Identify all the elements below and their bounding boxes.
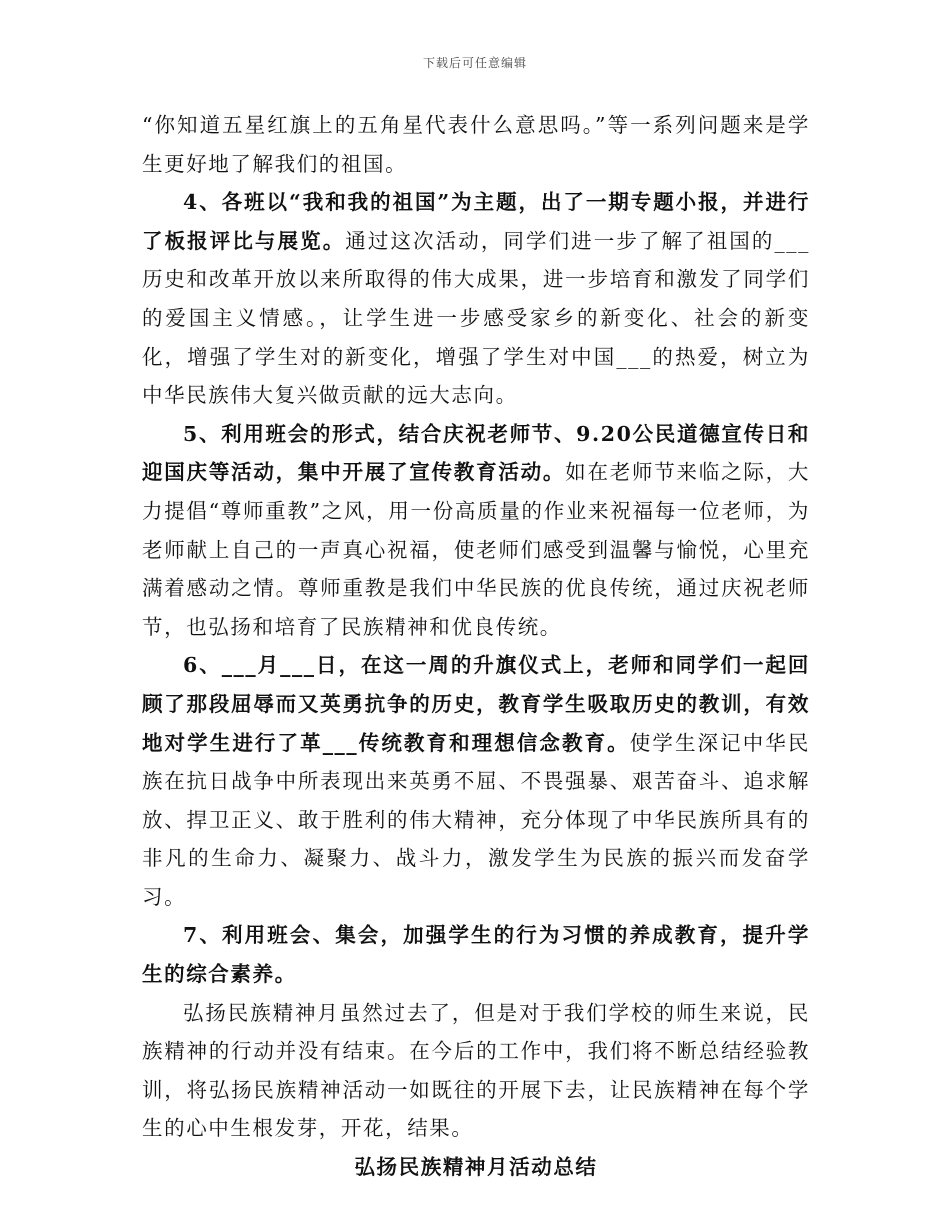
paragraph-heading: 6、___月___日，在这一周的升旗仪式上，老师和同学们一起回顾了那段屈辱而又英勇抗争的历史，教育学生吸取历史的教训，有效地对学生进行了革___传统教育和理想信念教育。 xyxy=(142,653,810,755)
paragraph-item-6 xyxy=(142,646,810,916)
paragraph-text: 使学生深记中华民族在抗日战争中所表现出来英勇不屈、不畏强暴、艰苦奋斗、追求解放、捍卫正义、敢于胜利的伟大精神，充分体现了中华民族所具有的非凡的生命力、凝聚力、战斗力，激发学生为民族的振兴而发奋学习。 xyxy=(142,730,810,909)
document-body xyxy=(142,106,810,1187)
paragraph-heading: 7、利用班会、集会，加强学生的行为习惯的养成教育，提升学生的综合素养。 xyxy=(142,923,810,987)
paragraph-conclusion xyxy=(142,994,810,1148)
paragraph-item-7 xyxy=(142,916,810,993)
paragraph-item-4 xyxy=(142,183,810,415)
paragraph-text: 通过这次活动，同学们进一步了解了祖国的___历史和改革开放以来所取得的伟大成果，进一步培育和激发了同学们的爱国主义情感。，让学生进一步感受家乡的新变化、社会的新变化，增强了学生对的新变化，增强了学生对中国___的热爱，树立为中华民族伟大复兴做贡献的远大志向。 xyxy=(142,228,811,408)
paragraph-heading: 5、利用班会的形式，结合庆祝老师节、9.20公民道德宣传日和迎国庆等活动，集中开展了宣传教育活动。 xyxy=(142,421,810,485)
section-title: 弘扬民族精神月活动总结 xyxy=(354,1155,598,1180)
paragraph-text: 弘扬民族精神月虽然过去了，但是对于我们学校的师生来说，民族精神的行动并没有结束。在今后的工作中，我们将不断总结经验教训，将弘扬民族精神活动一如既往的开展下去，让民族精神在每个学生的心中生根发芽，开花，结果。 xyxy=(142,1000,810,1141)
paragraph-text: 如在老师节来临之际，大力提倡“尊师重教”之风，用一份高质量的作业来祝福每一位老师，为老师献上自己的一声真心祝福，使老师们感受到温馨与愉悦，心里充满着感动之情。尊师重教是我们中华民族的优良传统，通过庆祝老师节，也弘扬和培育了民族精神和优良传统。 xyxy=(142,460,810,639)
paragraph-item-5 xyxy=(142,415,810,647)
page-header: 下载后可任意编辑 xyxy=(422,56,527,70)
paragraph-heading: 4、各班以“我和我的祖国”为主题，出了一期专题小报，并进行了板报评比与展览。 xyxy=(142,190,810,253)
paragraph-text: “你知道五星红旗上的五角星代表什么意思吗。”等一系列问题来是学生更好地了解我们的祖国。 xyxy=(142,113,810,176)
paragraph-continuation xyxy=(142,106,810,183)
